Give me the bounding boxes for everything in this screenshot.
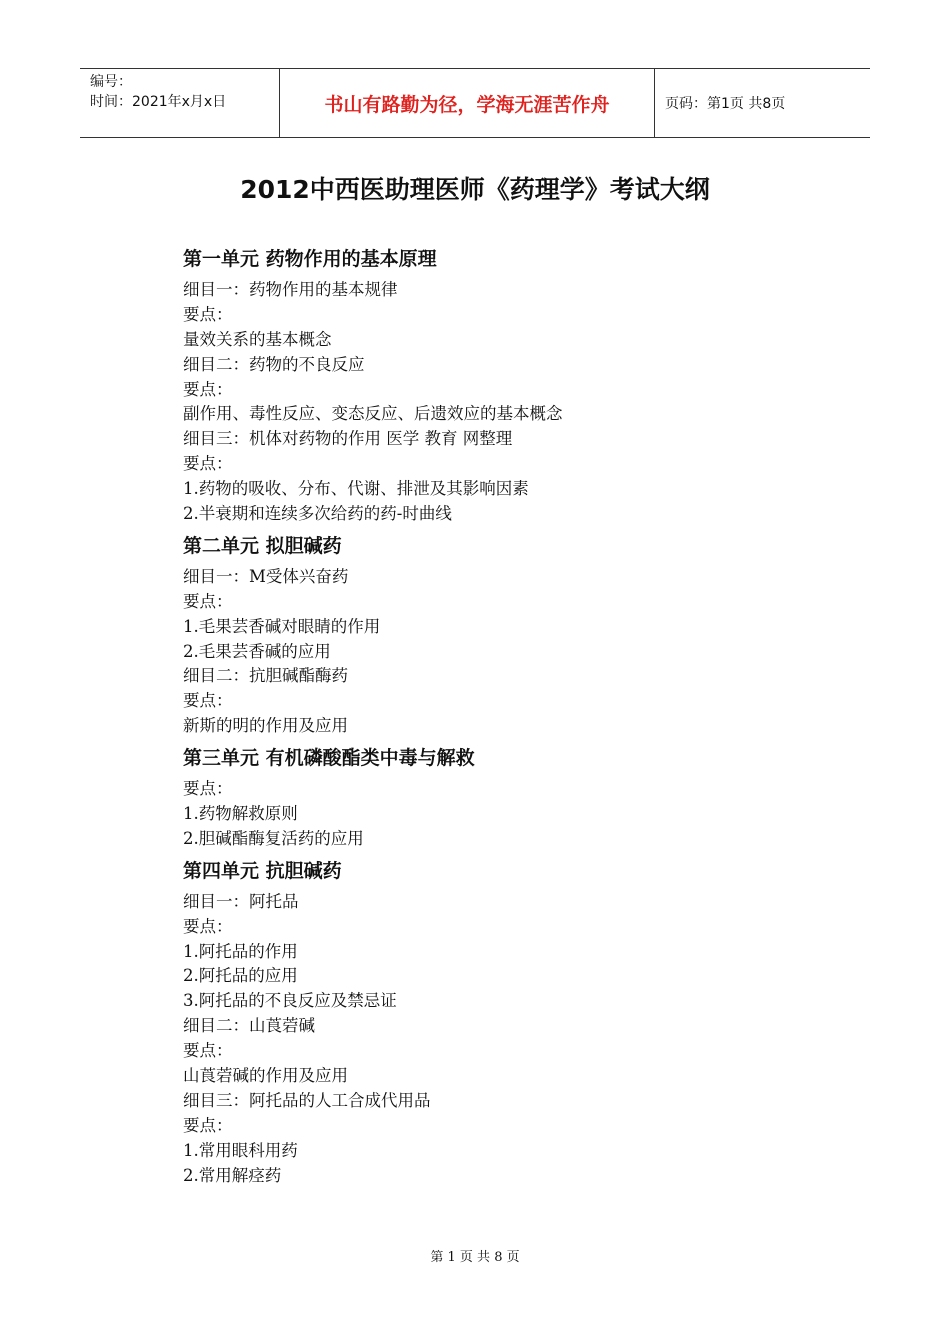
outline-line: 细目二：抗胆碱酯酶药 [183, 666, 348, 686]
outline-line: 要点： [183, 454, 233, 474]
outline-line: 要点： [183, 1115, 233, 1135]
document-title: 2012中西医助理医师《药理学》考试大纲 [240, 175, 710, 204]
document-body [183, 244, 863, 1189]
outline-line: 细目二：药物的不良反应 [183, 354, 365, 374]
header-meta [80, 69, 280, 137]
header-page-info: 页码：第1页 共8页 [665, 96, 786, 112]
outline-line: 2.胆碱酯酶复活药的应用 [183, 828, 364, 848]
outline-line: 新斯的明的作用及应用 [183, 716, 348, 736]
outline-line: 量效关系的基本概念 [183, 329, 332, 349]
page-header [80, 68, 870, 138]
unit-heading: 第四单元 抗胆碱药 [183, 859, 342, 882]
header-motto: 书山有路勤为径，学海无涯苦作舟 [280, 69, 655, 137]
outline-line: 细目二：山莨菪碱 [183, 1016, 315, 1036]
time-label: 时间：2021年x月x日 [90, 94, 227, 110]
outline-line: 1.药物的吸收、分布、代谢、排泄及其影响因素 [183, 479, 529, 499]
outline-line: 要点： [183, 916, 233, 936]
outline-line: 2.毛果芸香碱的应用 [183, 641, 331, 661]
outline-line: 要点： [183, 1041, 233, 1061]
outline-line: 副作用、毒性反应、变态反应、后遗效应的基本概念 [183, 404, 563, 424]
outline-line: 1.常用眼科用药 [183, 1140, 298, 1160]
outline-line: 2.常用解痉药 [183, 1165, 282, 1185]
unit-heading: 第一单元 药物作用的基本原理 [183, 248, 437, 270]
outline-line: 要点： [183, 304, 233, 324]
outline-line: 细目三：机体对药物的作用 医学 教育 网整理 [183, 429, 513, 449]
outline-line: 细目三：阿托品的人工合成代用品 [183, 1090, 431, 1110]
outline-line: 细目一：药物作用的基本规律 [183, 280, 398, 299]
outline-line: 要点： [183, 379, 233, 399]
outline-line: 1.阿托品的作用 [183, 941, 298, 961]
outline-line: 要点： [183, 691, 233, 711]
page-footer: 第 1 页 共 8 页 [430, 1250, 520, 1265]
outline-line: 3.阿托品的不良反应及禁忌证 [183, 991, 397, 1011]
outline-line: 2.阿托品的应用 [183, 966, 298, 986]
outline-line: 细目一：阿托品 [183, 891, 299, 911]
unit-heading: 第二单元 拟胆碱药 [183, 534, 342, 557]
outline-line: 2.半衰期和连续多次给药的药-时曲线 [183, 504, 452, 524]
outline-line: 细目一：M受体兴奋药 [183, 566, 349, 586]
outline-line: 要点： [183, 591, 233, 611]
outline-line: 要点： [183, 779, 233, 799]
unit-heading: 第三单元 有机磷酸酯类中毒与解救 [183, 747, 475, 770]
number-label: 编号： [90, 74, 132, 90]
outline-line: 1.药物解救原则 [183, 804, 298, 824]
outline-line: 1.毛果芸香碱对眼睛的作用 [183, 616, 381, 636]
outline-line: 山莨菪碱的作用及应用 [183, 1066, 348, 1086]
